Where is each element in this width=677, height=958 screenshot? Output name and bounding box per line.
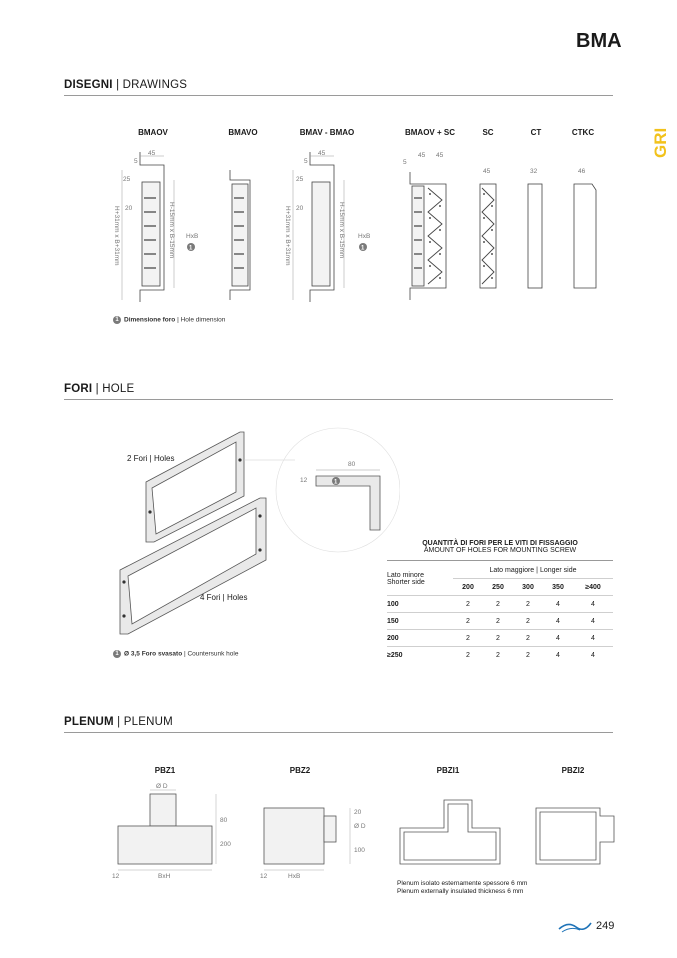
table-cell: 4 (573, 647, 613, 664)
table-cell: 2 (483, 630, 513, 647)
dim-phi-d: Ø D (156, 783, 168, 790)
table-cell: 2 (513, 630, 543, 647)
label-2-holes-en: Holes (153, 454, 175, 463)
major-side-en: Longer side (539, 566, 577, 574)
note-badge: 1 (113, 650, 121, 658)
drawing-label-bmav-bmao: BMAV - BMAO (299, 128, 355, 137)
column-header: 250 (492, 583, 504, 591)
section-title-it: DISEGNI (64, 79, 113, 91)
table-cell: 4 (573, 596, 613, 613)
plenum-label-pbz1: PBZ1 (154, 766, 176, 775)
dim-45: 45 (318, 150, 326, 157)
table-cell: 4 (543, 596, 573, 613)
minor-side-header (387, 562, 453, 596)
section-title-it: PLENUM (64, 716, 114, 728)
dim-12: 12 (112, 873, 120, 880)
minor-side-en: Shorter side (387, 578, 425, 586)
table-cell: 4 (573, 630, 613, 647)
note-text-en: Countersunk hole (187, 650, 239, 658)
label-2-holes: 2 Fori | Holes (127, 454, 175, 463)
table-title (387, 540, 613, 554)
column-header: ≥400 (585, 583, 601, 591)
table-cell: 2 (453, 647, 483, 664)
table-row (387, 613, 613, 630)
section-divider (64, 399, 613, 400)
section-title-en: PLENUM (123, 716, 173, 728)
section-title-plenum: PLENUM | PLENUM (64, 716, 173, 728)
side-tab-category: GRI (651, 127, 670, 158)
table-row (387, 630, 613, 647)
table-cell: 2 (483, 647, 513, 664)
profile-drawings (100, 140, 620, 310)
dim-hxb: HxB (186, 233, 199, 240)
note-text-it: Ø 3,5 Foro svasato (124, 650, 183, 658)
dim-46: 46 (578, 168, 586, 175)
section-title-hole: FORI | HOLE (64, 383, 135, 395)
table-row (387, 647, 613, 664)
product-code: BMA (576, 30, 622, 52)
dim-20: 20 (296, 205, 304, 212)
drawing-label-bmaov-sc: BMAOV + SC (404, 128, 455, 137)
dim-bxh: BxH (158, 873, 171, 880)
note-badge: 1 (113, 316, 121, 324)
note-text-en: Hole dimension (180, 316, 226, 324)
dim-20: 20 (125, 205, 133, 212)
dim-inner-size: H-15mm x B-15mm (338, 202, 345, 259)
minor-side-it: Lato minore (387, 571, 424, 579)
dim-45: 45 (483, 168, 491, 175)
hole-note: 1 Ø 3,5 Foro svasato | Countersunk hole (113, 650, 238, 658)
table-cell: 2 (513, 647, 543, 664)
detail-badge: 1 (334, 479, 338, 486)
column-header: 200 (462, 583, 474, 591)
dim-hxb: HxB (358, 233, 371, 240)
dim-25: 25 (296, 176, 304, 183)
table-title-it: QUANTITÀ DI FORI PER LE VITI DI FISSAGGIO (422, 540, 578, 547)
dim-200: 200 (220, 841, 231, 848)
label-4-holes-it: 4 Fori (200, 593, 221, 602)
table-cell: 2 (483, 596, 513, 613)
table-header-row (387, 562, 613, 579)
table-cell: 2 (483, 613, 513, 630)
section-divider (64, 732, 613, 733)
drawing-label-ct: CT (530, 128, 542, 137)
dim-inner-size: H-15mm x B-15mm (168, 202, 175, 259)
table-title-en: AMOUNT OF HOLES FOR MOUNTING SCREW (423, 547, 577, 554)
section-title-en: HOLE (102, 383, 135, 395)
dim-outer-size: H+31mm x B+31mm (113, 206, 120, 266)
dim-45: 45 (418, 152, 426, 159)
row-label: ≥250 (387, 647, 453, 664)
table-top-rule (387, 560, 613, 561)
plenum-label-pbzi1: PBZI1 (436, 766, 460, 775)
major-side-it: Lato maggiore (489, 566, 535, 574)
dim-32: 32 (530, 168, 538, 175)
column-header: 350 (552, 583, 564, 591)
table-row (387, 596, 613, 613)
plenum-drawings (100, 780, 620, 885)
dim-20: 20 (354, 809, 362, 816)
section-divider (64, 95, 613, 96)
drawing-label-ctkc: CTKC (571, 128, 595, 137)
insulation-note-en: Plenum externally insulated thickness 6 mm (397, 888, 524, 895)
dim-45: 45 (148, 150, 156, 157)
dim-25: 25 (123, 176, 131, 183)
section-title-en: DRAWINGS (122, 79, 188, 91)
label-4-holes-en: Holes (226, 593, 248, 602)
row-label: 200 (387, 630, 453, 647)
drawing-label-bmaov: BMAOV (138, 128, 168, 137)
dim-phi-d: Ø D (354, 823, 366, 830)
major-side-header: Lato maggiore | Longer side (453, 562, 613, 579)
table-cell: 2 (513, 596, 543, 613)
dim-hxb: HxB (288, 873, 301, 880)
table-cell: 4 (543, 647, 573, 664)
table-cell: 2 (453, 613, 483, 630)
table-cell: 2 (453, 630, 483, 647)
section-title-drawings: DISEGNI | DRAWINGS (64, 79, 188, 91)
row-label: 150 (387, 613, 453, 630)
column-header: 300 (522, 583, 534, 591)
plenum-label-pbz2: PBZ2 (289, 766, 311, 775)
drawing-label-bmavo: BMAVO (228, 128, 258, 137)
dim-5: 5 (403, 159, 407, 166)
table-cell: 4 (573, 613, 613, 630)
table-cell: 2 (453, 596, 483, 613)
note-text-it: Dimensione foro (124, 316, 176, 324)
page-number: 249 (596, 920, 615, 932)
drawing-label-sc: SC (482, 128, 494, 137)
table-cell: 2 (513, 613, 543, 630)
plenum-label-pbzi2: PBZI2 (561, 766, 585, 775)
dim-100: 100 (354, 847, 365, 854)
label-2-holes-it: 2 Fori (127, 454, 148, 463)
detail-dim-80: 80 (348, 461, 356, 468)
row-label: 100 (387, 596, 453, 613)
dim-5: 5 (304, 158, 308, 165)
dim-badge: 1 (361, 245, 365, 252)
table-cell: 4 (543, 630, 573, 647)
dim-80: 80 (220, 817, 228, 824)
dim-badge: 1 (189, 245, 193, 252)
section-title-it: FORI (64, 383, 93, 395)
brand-wave-icon (558, 919, 592, 933)
insulation-note-it: Plenum isolato esternamente spessore 6 mm (397, 880, 528, 887)
table-cell: 4 (543, 613, 573, 630)
plenum-insulation-note (397, 880, 527, 896)
dim-outer-size: H+31mm x B+31mm (284, 206, 291, 266)
dim-45: 45 (436, 152, 444, 159)
detail-dim-12: 12 (300, 477, 308, 484)
holes-table (387, 562, 613, 663)
label-4-holes: 4 Fori | Holes (200, 593, 248, 602)
drawings-note: 1 Dimensione foro | Hole dimension (113, 316, 225, 324)
dim-5: 5 (134, 158, 138, 165)
dim-12: 12 (260, 873, 268, 880)
